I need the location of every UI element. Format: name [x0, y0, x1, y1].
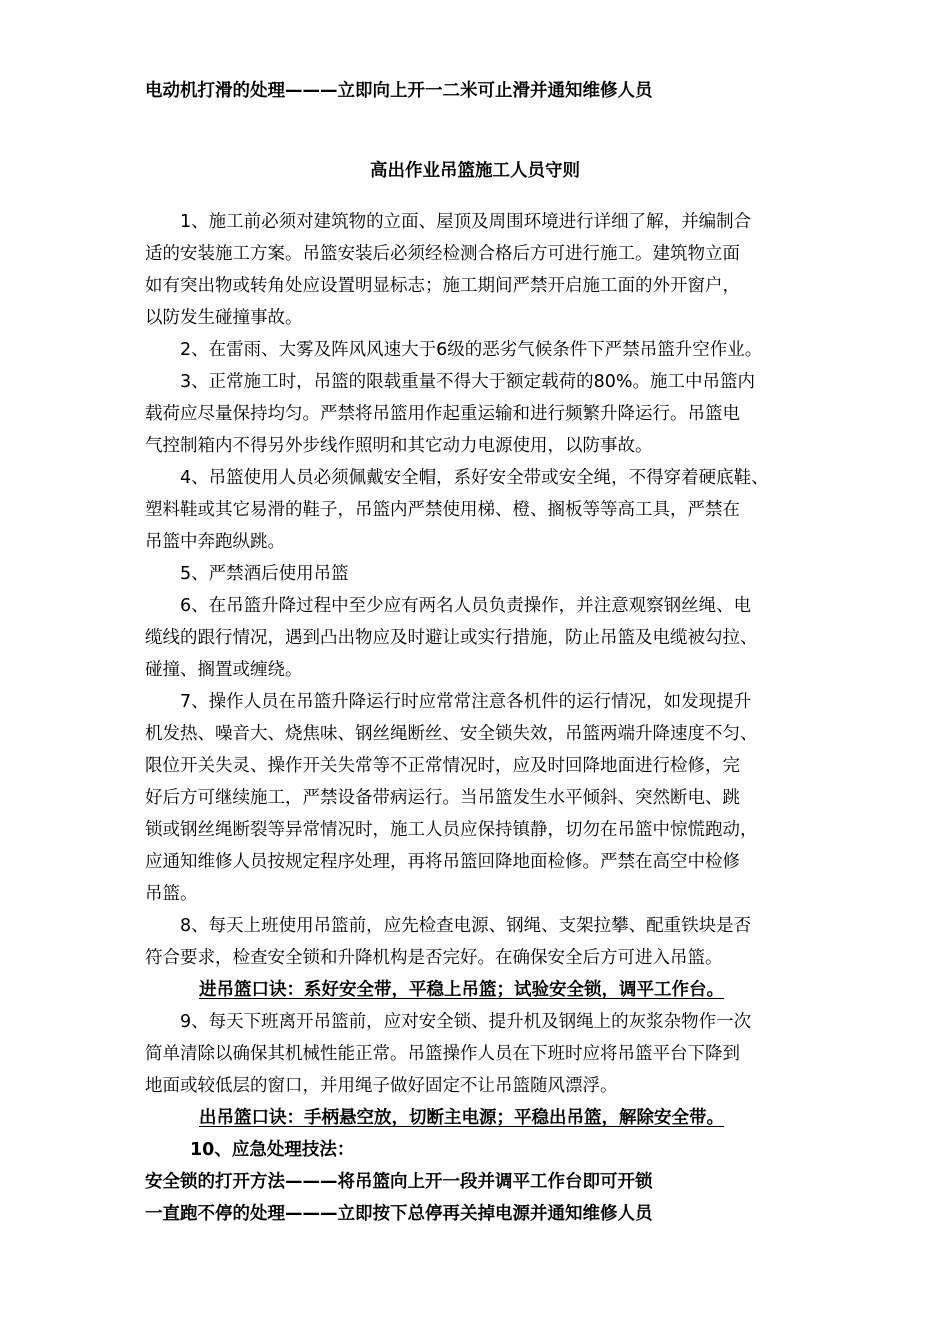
rule-9-line: 9、每天下班离开吊篮前，应对安全锁、提升机及钢绳上的灰浆杂物作一次	[180, 1012, 752, 1032]
rule-7-line: 应通知维修人员按规定程序处理，再将吊篮回降地面检修。严禁在高空中检修	[145, 852, 740, 872]
motor-slip-note: 电动机打滑的处理———立即向上开一二米可止滑并通知维修人员	[145, 81, 653, 101]
enter-basket-mnemonic: 进吊篮口诀：系好安全带，平稳上吊篮；试验安全锁，调平工作台。	[199, 980, 724, 1000]
rule-1-line: 1、施工前必须对建筑物的立面、屋顶及周围环境进行详细了解，并编制合	[180, 212, 752, 232]
exit-basket-mnemonic: 出吊篮口诀：手柄悬空放，切断主电源；平稳出吊篮，解除安全带。	[199, 1108, 724, 1128]
rule-4-line: 4、吊篮使用人员必须佩戴安全帽，系好安全带或安全绳，不得穿着硬底鞋、	[180, 468, 769, 488]
rule-4-line: 吊篮中奔跑纵跳。	[145, 532, 285, 552]
rule-7-line: 锁或钢丝绳断裂等异常情况时，施工人员应保持镇静，切勿在吊篮中惊慌跑动，	[145, 820, 758, 840]
rule-1-line: 适的安装施工方案。吊篮安装后必须经检测合格后方可进行施工。建筑物立面	[145, 244, 740, 264]
rule-7-line: 好后方可继续施工，严禁设备带病运行。当吊篮发生水平倾斜、突然断电、跳	[145, 788, 740, 808]
rule-6-line: 缆线的跟行情况，遇到凸出物应及时避让或实行措施，防止吊篮及电缆被勾拉、	[145, 628, 758, 648]
rule-5-line: 5、严禁酒后使用吊篮	[180, 564, 349, 584]
rule-9-line: 地面或较低层的窗口，并用绳子做好固定不让吊篮随风漂浮。	[145, 1076, 618, 1096]
rule-6-line: 碰撞、搁置或缠绕。	[145, 660, 303, 680]
rule-7-line: 吊篮。	[145, 884, 198, 904]
rule-7-line: 机发热、噪音大、烧焦味、钢丝绳断丝、安全锁失效，吊篮两端升降速度不匀、	[145, 724, 758, 744]
rule-1-line: 以防发生碰撞事故。	[145, 308, 303, 328]
page-title: 高出作业吊篮施工人员守则	[370, 161, 580, 181]
rule-7-line: 7、操作人员在吊篮升降运行时应常常注意各机件的运行情况，如发现提升	[180, 692, 752, 712]
rule-4-line: 塑料鞋或其它易滑的鞋子，吊篮内严禁使用梯、橙、搁板等等高工具，严禁在	[145, 500, 740, 520]
rule-3-line: 载荷应尽量保持均匀。严禁将吊篮用作起重运输和进行频繁升降运行。吊篮电	[145, 404, 740, 424]
emergency-safety-lock: 安全锁的打开方法———将吊篮向上开一段并调平工作台即可开锁	[145, 1172, 653, 1192]
rule-8-line: 符合要求，检查安全锁和升降机构是否完好。在确保安全后方可进入吊篮。	[145, 948, 723, 968]
rule-3-line: 气控制箱内不得另外步线作照明和其它动力电源使用，以防事故。	[145, 436, 653, 456]
rule-7-line: 限位开关失灵、操作开关失常等不正常情况时，应及时回降地面进行检修，完	[145, 756, 740, 776]
rule-6-line: 6、在吊篮升降过程中至少应有两名人员负责操作，并注意观察钢丝绳、电	[180, 596, 752, 616]
rule-8-line: 8、每天上班使用吊篮前，应先检查电源、钢绳、支架拉攀、配重铁块是否	[180, 916, 752, 936]
rule-3-line: 3、正常施工时，吊篮的限载重量不得大于额定载荷的80%。施工中吊篮内	[180, 372, 756, 392]
rule-1-line: 如有突出物或转角处应设置明显标志；施工期间严禁开启施工面的外开窗户，	[145, 276, 740, 296]
rule-9-line: 简单清除以确保其机械性能正常。吊篮操作人员在下班时应将吊篮平台下降到	[145, 1044, 740, 1064]
emergency-heading: 10、应急处理技法：	[190, 1140, 355, 1160]
rule-2-line: 2、在雷雨、大雾及阵风风速大于6级的恶劣气候条件下严禁吊篮升空作业。	[180, 340, 763, 360]
emergency-runaway: 一直跑不停的处理———立即按下总停再关掉电源并通知维修人员	[145, 1204, 653, 1224]
